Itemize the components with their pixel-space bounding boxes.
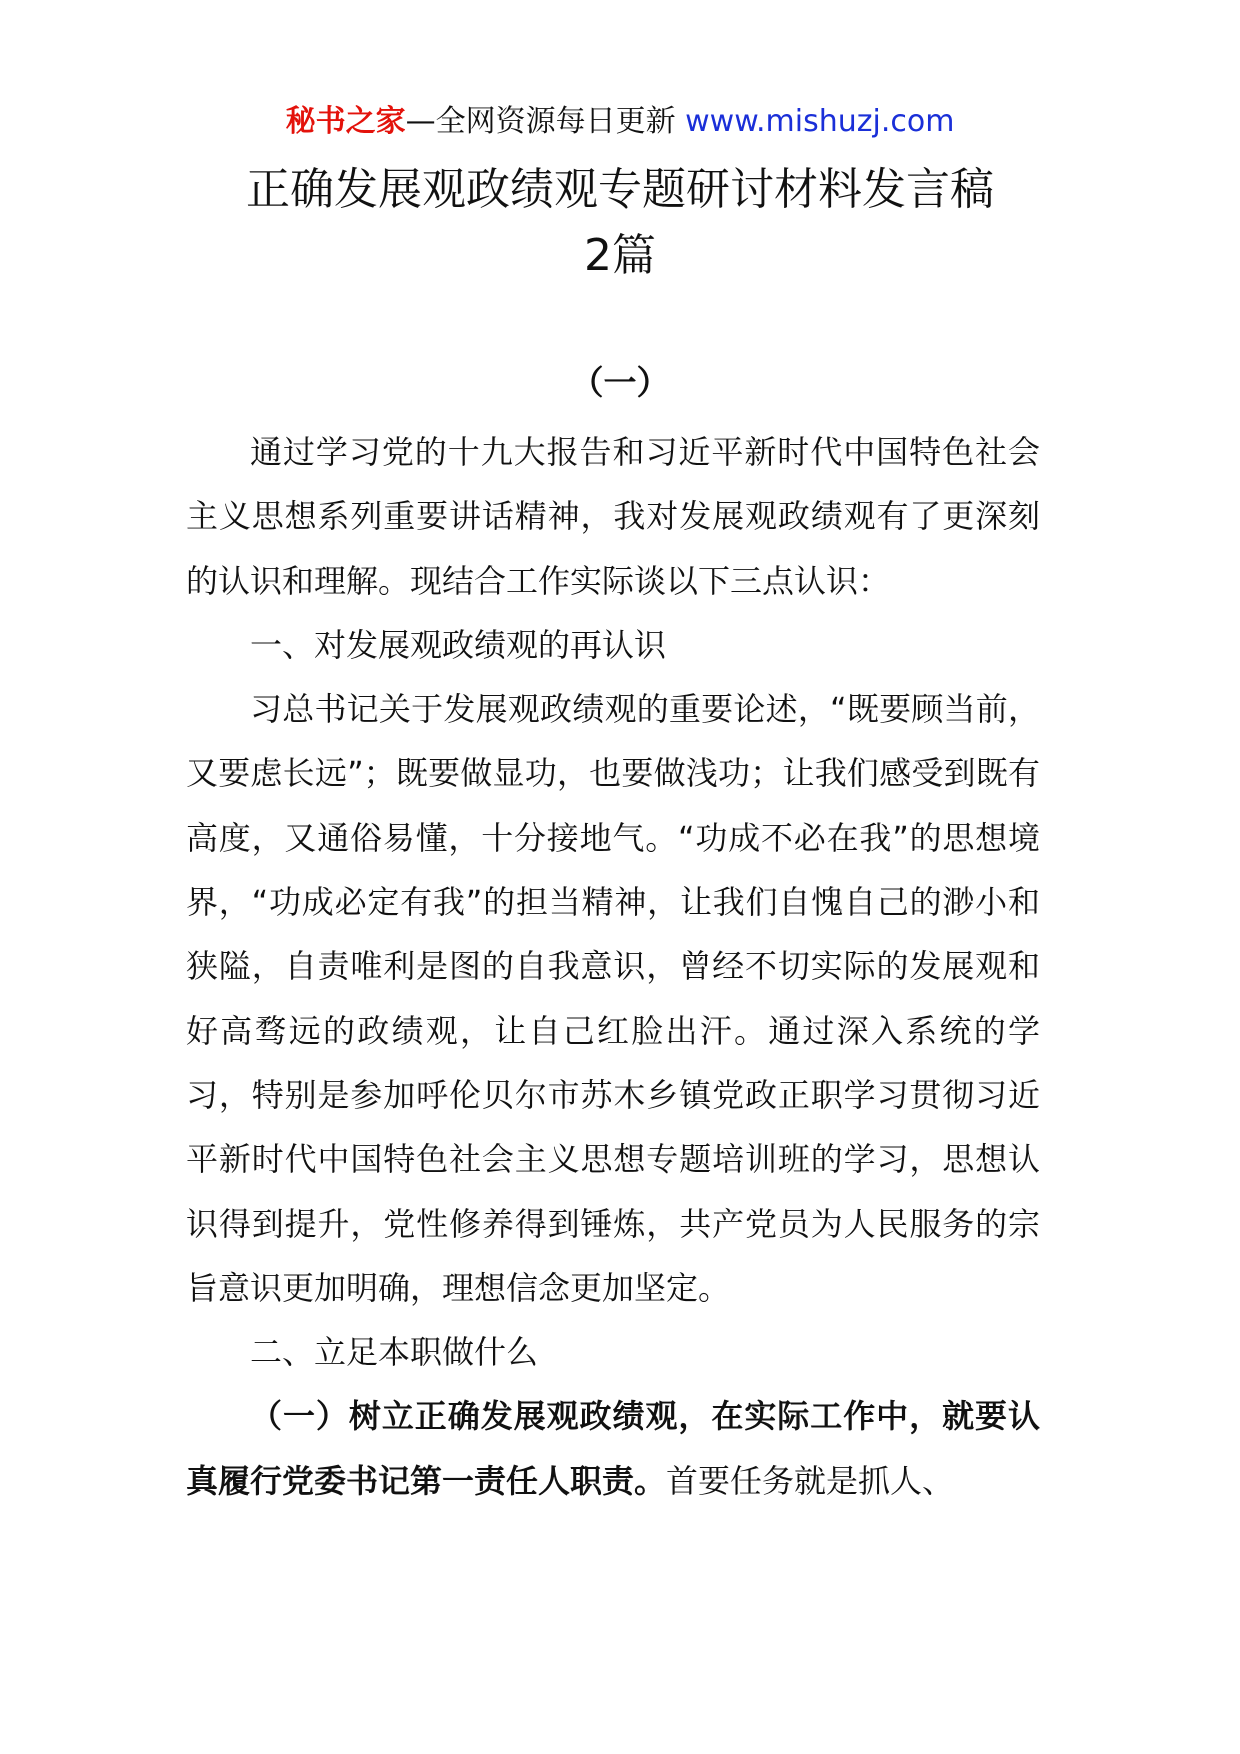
paragraph-point-1-rest: 首要任务就是抓人、 — [666, 1461, 955, 1500]
list-heading-1: 一、对发展观政绩观的再认识 — [250, 625, 667, 664]
section-heading: （一） — [570, 363, 670, 402]
paragraph-point-1 — [186, 1384, 1040, 1513]
site-tagline: —全网资源每日更新 — [405, 104, 686, 139]
paragraph-point-1-bold: （一）树立正确发展观政绩观，在实际工作中，就要认真履行党委书记第一责任人职责。 — [186, 1397, 1040, 1500]
site-url[interactable]: www.mishuzj.com — [685, 104, 955, 139]
site-header — [0, 100, 1240, 144]
paragraph-reflection: 习总书记关于发展观政绩观的重要论述，“既要顾当前，又要虑长远”；既要做显功，也要做浅功；让我们感受到既有高度，又通俗易懂，十分接地气。“功成不必在我”的思想境界，“功成必定有我”的担当精神，让我们自愧自己的渺小和狭隘，自责唯利是图的自我意识，曾经不切实际的发展观和好高骛远的政绩观，让自己红脸出汗。通过深入系统的学习，特别是参加呼伦贝尔市苏木乡镇党政正职学习贯彻习近平新时代中国特色社会主义思想专题培训班的学习，思想认识得到提升，党性修养得到锤炼，共产党员为人民服务的宗旨意识更加明确，理想信念更加坚定。 — [186, 690, 1040, 1307]
site-brand: 秘书之家 — [285, 104, 406, 139]
paragraph-intro: 通过学习党的十九大报告和习近平新时代中国特色社会主义思想系列重要讲话精神，我对发展观政绩观有了更深刻的认识和理解。现结合工作实际谈以下三点认识： — [186, 433, 1040, 600]
document-body — [186, 420, 1040, 1513]
document-title-line-1: 正确发展观政绩观专题研讨材料发言稿 — [246, 164, 994, 215]
document-title-line-2: 2篇 — [584, 230, 656, 281]
list-heading-2: 二、立足本职做什么 — [250, 1333, 539, 1372]
